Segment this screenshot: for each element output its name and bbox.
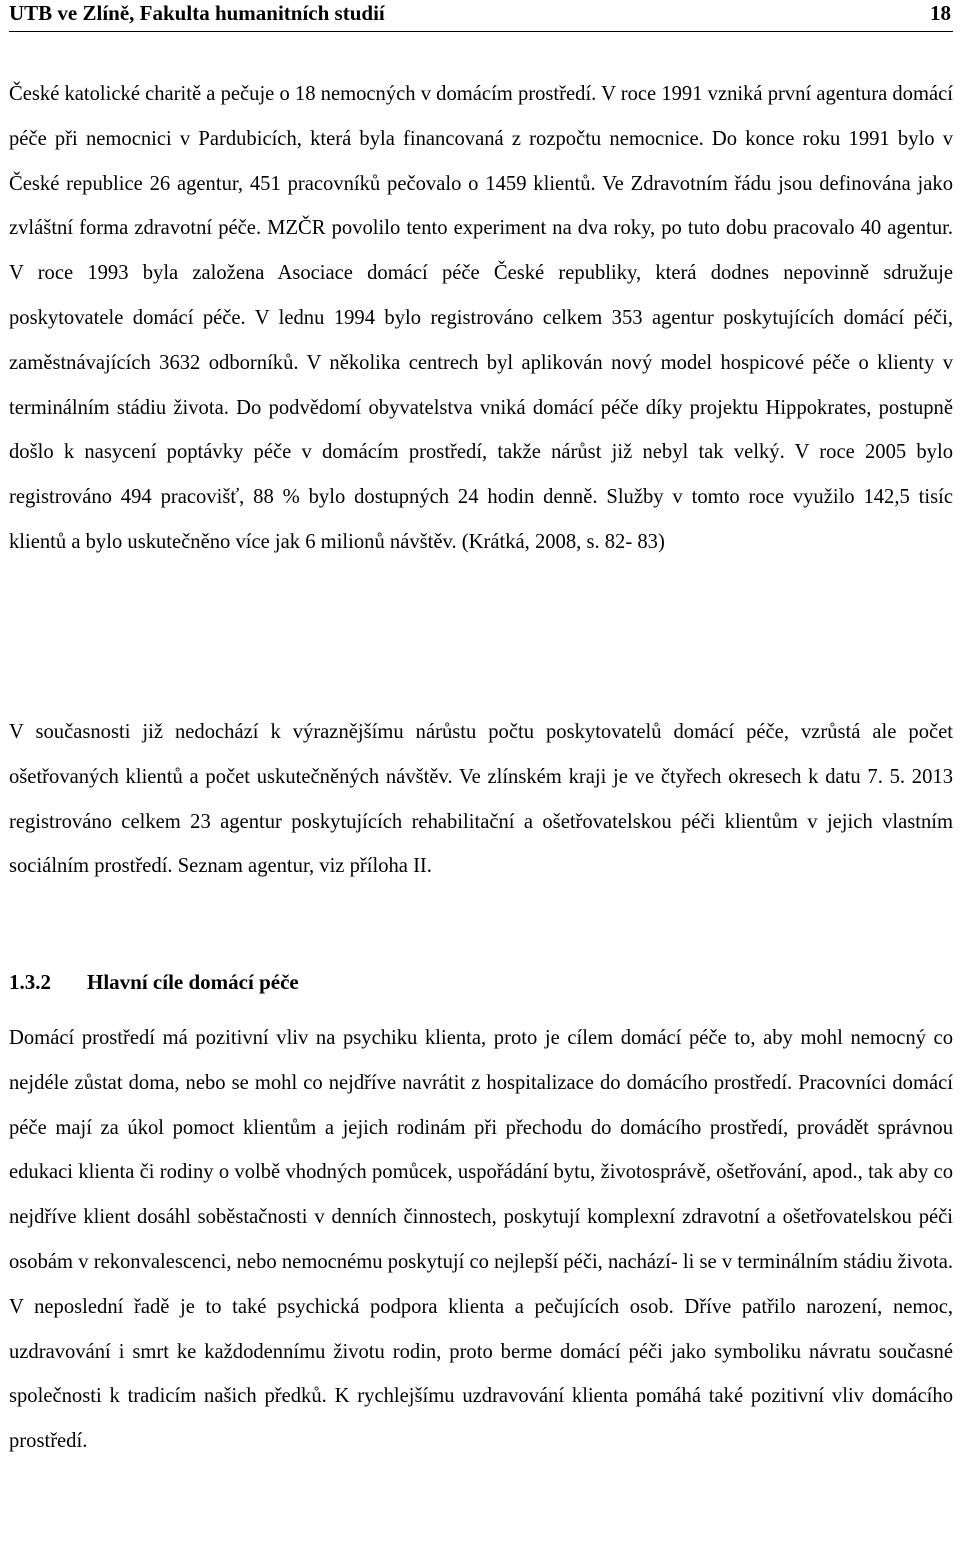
page-number: 18 bbox=[930, 1, 951, 25]
paragraph-goals: Domácí prostředí má pozitivní vliv na psychiku klienta, proto je cílem domácí péče to, aby mohl nemocný co nejdéle zůstat doma, nebo se mohl co nejdříve navrátit z hospitalizace do domácího prostředí. Pracovníci domácí péče mají za úkol pomoct klientům a jejich rodinám při přechodu do domácího prostředí, provádět správnou edukaci klienta či rodiny o volbě vhodných pomůcek, uspořádání bytu, životosprávě, ošetřování, apod., tak aby co nejdříve klient dosáhl soběstačnosti v denních činnostech, poskytují komplexní zdravotní a ošetřovatelskou péči osobám v rekonvalescenci, nebo nemocnému poskytují co nejlepší péči, nachází- li se v terminálním stádiu života. V neposlední řadě je to také psychická podpora klienta a pečujících osob. Dříve patřilo narození, nemoc, uzdravování i smrt ke každodennímu životu rodin, proto berme domácí péči jako symboliku návratu současné společnosti k tradicím našich předků. K rychlejšímu uzdravování klienta pomáhá také pozitivní vliv domácího prostředí. bbox=[9, 1027, 953, 1453]
section-number: 1.3.2 bbox=[9, 970, 51, 994]
section-heading bbox=[9, 968, 299, 996]
paragraph-current-state: V současnosti již nedochází k výraznějšímu nárůstu počtu poskytovatelů domácí péče, vzrůstá ale počet ošetřovaných klientů a počet uskutečněných návštěv. Ve zlínském kraji je ve čtyřech okresech k datu 7. 5. 2013 registrováno celkem 23 agentur poskytujících rehabilitační a ošetřovatelskou péči klientům v jejich vlastním sociálním prostředí. Seznam agentur, viz příloha II. bbox=[9, 721, 953, 878]
header-title: UTB ve Zlíně, Fakulta humanitních studií bbox=[9, 1, 385, 25]
page-header bbox=[9, 0, 953, 32]
section-title: Hlavní cíle domácí péče bbox=[87, 970, 299, 994]
paragraph-history: České katolické charitě a pečuje o 18 nemocných v domácím prostředí. V roce 1991 vzniká první agentura domácí péče při nemocnici v Pardubicích, která byla financovaná z rozpočtu nemocnice. Do konce roku 1991 bylo v České republice 26 agentur, 451 pracovníků pečovalo o 1459 klientů. Ve Zdravotním řádu jsou definována jako zvláštní forma zdravotní péče. MZČR povolilo tento experiment na dva roky, po tuto dobu pracovalo 40 agentur. V roce 1993 byla založena Asociace domácí péče České republiky, která dodnes nepovinně sdružuje poskytovatele domácí péče. V lednu 1994 bylo registrováno celkem 353 agentur poskytujících domácí péči, zaměstnávajících 3632 odborníků. V několika centrech byl aplikován nový model hospicové péče o klienty v terminálním stádiu života. Do podvědomí obyvatelstva vniká domácí péče díky projektu Hippokrates, postupně došlo k nasycení poptávky péče v domácím prostředí, takže nárůst již nebyl tak velký. V roce 2005 bylo registrováno 494 pracovišť, 88 % bylo dostupných 24 hodin denně. Služby v tomto roce využilo 142,5 tisíc klientů a bylo uskutečněno více jak 6 milionů návštěv. (Krátká, 2008, s. 82- 83) bbox=[9, 83, 953, 553]
